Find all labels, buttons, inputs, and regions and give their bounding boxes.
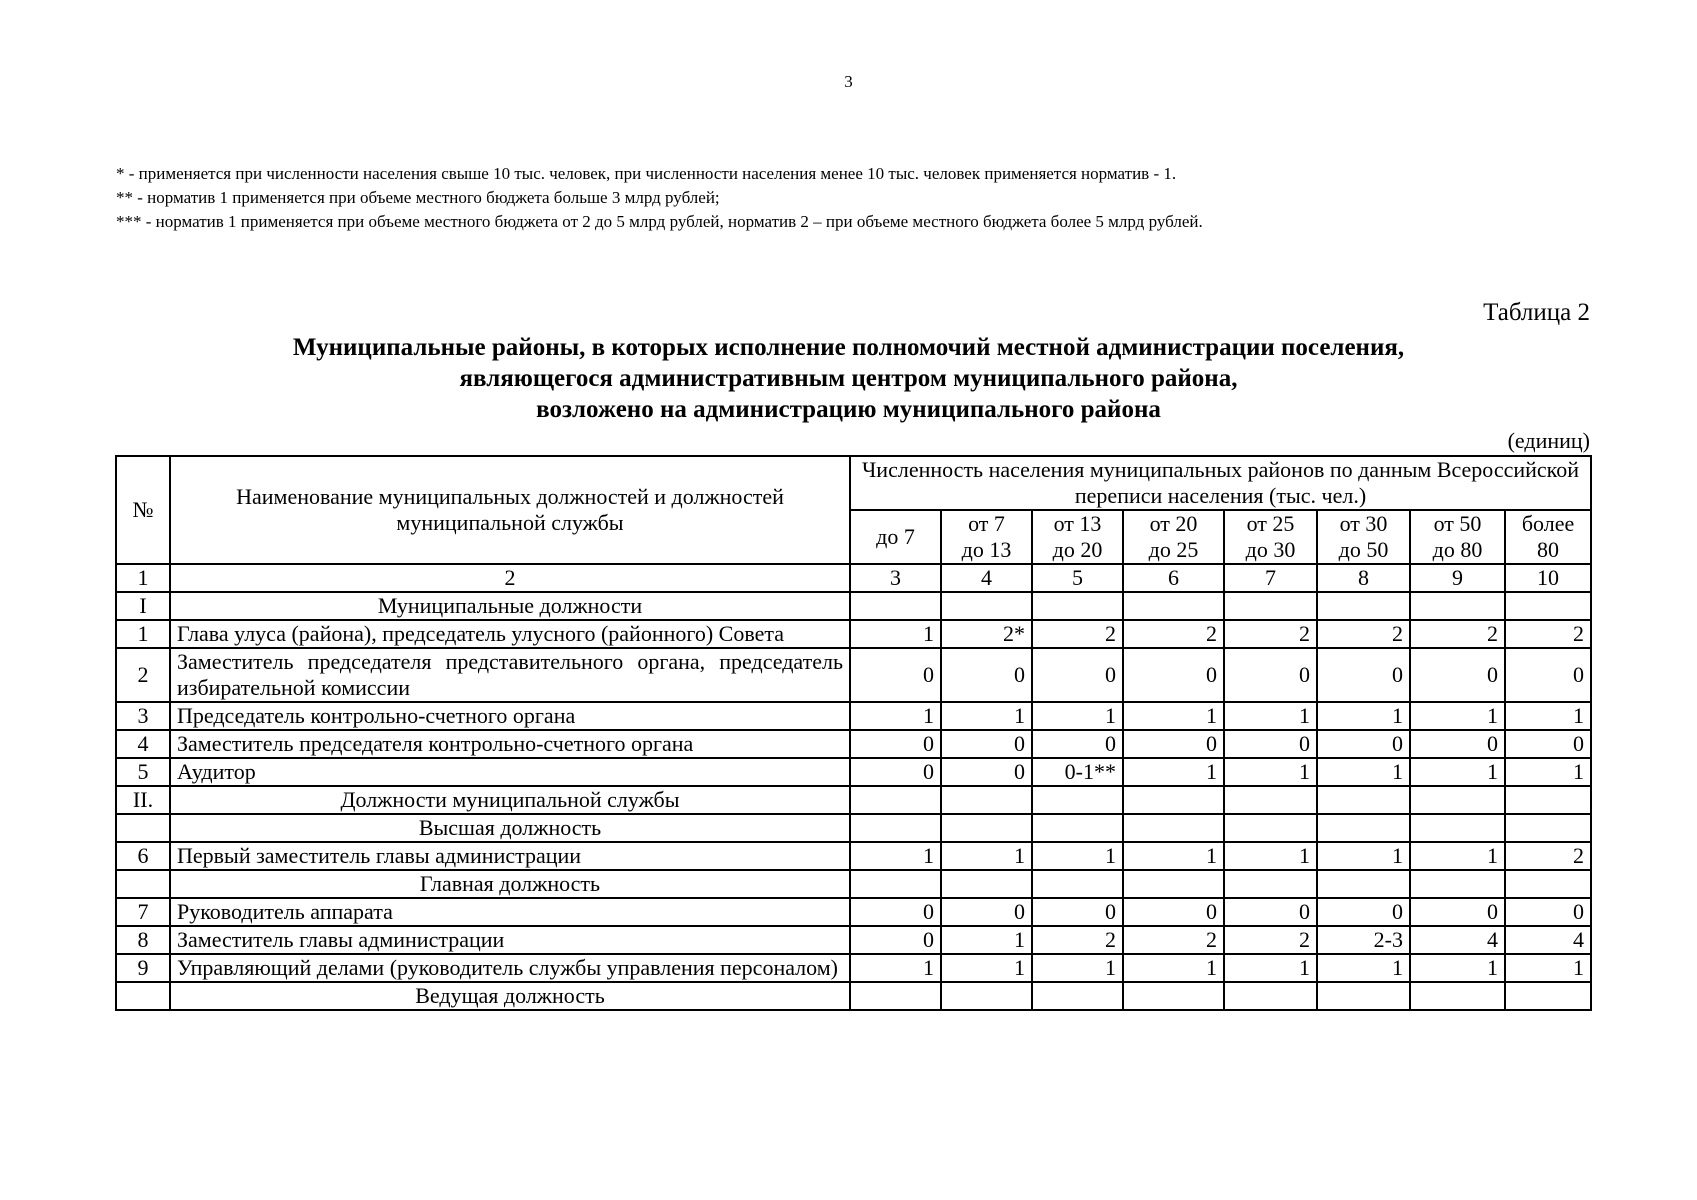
value-cell: 0 [941,758,1032,786]
column-number: 4 [941,564,1032,592]
section-title: Должности муниципальной службы [170,786,850,814]
value-cell: 1 [1317,954,1410,982]
column-header-line: от 25 [1246,511,1295,536]
empty-cell [850,982,941,1010]
row-index: 9 [116,954,170,982]
table-title-line-3: возложено на администрацию муниципального района [536,396,1161,423]
value-cell: 0 [850,730,941,758]
column-header [1123,510,1224,564]
value-cell: 2 [1123,620,1224,648]
row-index [116,982,170,1010]
column-header-line: более [1521,511,1575,536]
value-cell: 1 [1410,842,1505,870]
row-index [116,870,170,898]
table-row [116,954,1591,982]
value-cell: 0 [850,926,941,954]
empty-cell [1032,592,1123,620]
value-cell: 2 [1317,620,1410,648]
value-cell: 1 [850,842,941,870]
row-index: 4 [116,730,170,758]
value-cell: 0 [1032,730,1123,758]
value-cell: 1 [1123,842,1224,870]
value-cell: 1 [941,842,1032,870]
value-cell: 1 [850,954,941,982]
column-header-line: до 50 [1338,537,1389,562]
table-row [116,648,1591,702]
value-cell: 2 [1123,926,1224,954]
value-cell: 2 [1410,620,1505,648]
value-cell: 0 [1317,648,1410,702]
row-index: 6 [116,842,170,870]
value-cell: 0 [1123,898,1224,926]
row-index: 5 [116,758,170,786]
column-header [1410,510,1505,564]
value-cell: 2 [1505,842,1591,870]
empty-cell [1410,870,1505,898]
row-index: 3 [116,702,170,730]
value-cell: 2* [941,620,1032,648]
value-cell: 1 [941,926,1032,954]
empty-cell [850,814,941,842]
footnote-2: ** - норматив 1 применяется при объеме местного бюджета больше 3 млрд рублей; [116,188,720,207]
row-index: 8 [116,926,170,954]
row-index: 2 [116,648,170,702]
table-row [116,758,1591,786]
empty-cell [1505,592,1591,620]
row-index: 1 [116,620,170,648]
value-cell: 2 [1224,926,1317,954]
empty-cell [1123,786,1224,814]
value-cell: 4 [1410,926,1505,954]
column-header-line: до 20 [1052,537,1103,562]
value-cell: 0 [1317,730,1410,758]
value-cell: 0 [850,898,941,926]
column-header-line: от 30 [1339,511,1388,536]
empty-cell [941,814,1032,842]
empty-cell [1505,870,1591,898]
value-cell: 1 [1505,758,1591,786]
value-cell: 1 [1032,842,1123,870]
table-row [116,842,1591,870]
row-index [116,814,170,842]
position-name: Руководитель аппарата [170,898,850,926]
section-title: Главная должность [170,870,850,898]
header-num: № [116,456,170,564]
footnotes [116,162,1203,234]
table-row [116,926,1591,954]
empty-cell [941,982,1032,1010]
value-cell: 1 [1224,842,1317,870]
value-cell: 1 [850,702,941,730]
empty-cell [1505,814,1591,842]
column-header-line: 80 [1537,537,1560,562]
table-row [116,730,1591,758]
value-cell: 2-3 [1317,926,1410,954]
column-header-line: от 20 [1149,511,1198,536]
column-number: 3 [850,564,941,592]
header-name: Наименование муниципальных должностей и должностей муниципальной службы [170,456,850,564]
value-cell: 0 [1410,730,1505,758]
empty-cell [1317,982,1410,1010]
empty-cell [1123,870,1224,898]
column-number: 5 [1032,564,1123,592]
column-number: 9 [1410,564,1505,592]
value-cell: 1 [1123,758,1224,786]
value-cell: 0 [941,730,1032,758]
empty-cell [1224,814,1317,842]
column-number: 7 [1224,564,1317,592]
empty-cell [1410,814,1505,842]
empty-cell [850,592,941,620]
position-name: Заместитель председателя контрольно-счетного органа [170,730,850,758]
column-header [850,510,941,564]
value-cell: 1 [1410,954,1505,982]
empty-cell [1505,982,1591,1010]
value-cell: 0 [1032,898,1123,926]
footnote-3: *** - норматив 1 применяется при объеме местного бюджета от 2 до 5 млрд рублей, норматив 2 – при объеме местного бюджета более 5 млрд рублей. [116,212,1203,231]
value-cell: 1 [1224,758,1317,786]
empty-cell [941,870,1032,898]
empty-cell [1123,592,1224,620]
value-cell: 0 [1505,730,1591,758]
value-cell: 0 [1032,648,1123,702]
value-cell: 1 [1224,702,1317,730]
empty-cell [1032,814,1123,842]
column-header-line: от 13 [1053,511,1102,536]
value-cell: 0 [1410,648,1505,702]
value-cell: 0 [850,758,941,786]
footnote-1: * - применяется при численности населения свыше 10 тыс. человек, при численности населения менее 10 тыс. человек применяется норматив - 1. [116,164,1177,183]
value-cell: 0 [1505,648,1591,702]
column-number: 1 [116,564,170,592]
empty-cell [1317,592,1410,620]
column-header [1224,510,1317,564]
table-row [116,898,1591,926]
column-header [1505,510,1591,564]
position-name: Заместитель председателя представительного органа, председатель избирательной комиссии [170,648,850,702]
empty-cell [1224,870,1317,898]
column-number: 2 [170,564,850,592]
value-cell: 1 [1410,702,1505,730]
empty-cell [1410,786,1505,814]
empty-cell [850,870,941,898]
value-cell: 0 [1224,898,1317,926]
value-cell: 1 [1032,702,1123,730]
value-cell: 0 [1317,898,1410,926]
empty-cell [941,592,1032,620]
section-title: Муниципальные должности [170,592,850,620]
header-population: Численность населения муниципальных районов по данным Всероссийской переписи населения (тыс. чел.) [850,456,1591,510]
value-cell: 1 [1123,954,1224,982]
column-header [1032,510,1123,564]
page-number: 3 [844,72,853,91]
empty-cell [1317,814,1410,842]
value-cell: 1 [1032,954,1123,982]
value-cell: 1 [1505,954,1591,982]
position-name: Аудитор [170,758,850,786]
empty-cell [1032,870,1123,898]
empty-cell [1123,814,1224,842]
value-cell: 1 [1317,758,1410,786]
value-cell: 1 [1123,702,1224,730]
section-row [116,592,1591,620]
value-cell: 0 [941,898,1032,926]
column-header-line: до 13 [961,537,1012,562]
empty-cell [1123,982,1224,1010]
section-row [116,786,1591,814]
empty-cell [941,786,1032,814]
value-cell: 0 [1410,898,1505,926]
value-cell: 1 [1317,702,1410,730]
table-title-line-1: Муниципальные районы, в которых исполнение полномочий местной администрации поселения, [292,334,1405,361]
position-name: Первый заместитель главы администрации [170,842,850,870]
empty-cell [1224,982,1317,1010]
value-cell: 2 [1032,620,1123,648]
position-name: Заместитель главы администрации [170,926,850,954]
value-cell: 0 [1123,648,1224,702]
column-header-line: до 25 [1148,537,1199,562]
empty-cell [1224,786,1317,814]
value-cell: 2 [1032,926,1123,954]
value-cell: 0 [1123,730,1224,758]
value-cell: 1 [1224,954,1317,982]
table-row [116,702,1591,730]
value-cell: 4 [1505,926,1591,954]
column-number: 6 [1123,564,1224,592]
column-header-line: до 7 [876,524,915,549]
section-row [116,982,1591,1010]
empty-cell [1317,786,1410,814]
table-row [116,620,1591,648]
column-number: 10 [1505,564,1591,592]
column-header-line: до 80 [1432,537,1483,562]
empty-cell [1317,870,1410,898]
position-name: Председатель контрольно-счетного органа [170,702,850,730]
table-caption: Таблица 2 [1483,299,1590,326]
value-cell: 1 [941,702,1032,730]
units-label: (единиц) [1507,428,1590,453]
section-row [116,814,1591,842]
value-cell: 0 [850,648,941,702]
value-cell: 1 [850,620,941,648]
positions-table [115,455,1592,1011]
row-index: 7 [116,898,170,926]
value-cell: 1 [1410,758,1505,786]
value-cell: 1 [1505,702,1591,730]
empty-cell [1032,786,1123,814]
empty-cell [1224,592,1317,620]
section-title: Высшая должность [170,814,850,842]
column-header-line: до 30 [1245,537,1296,562]
empty-cell [1032,982,1123,1010]
table-title [0,332,1697,425]
row-index: I [116,592,170,620]
table-title-line-2: являющегося административным центром муниципального района, [459,365,1238,392]
column-header-line: от 50 [1433,511,1482,536]
value-cell: 0 [1224,648,1317,702]
section-title: Ведущая должность [170,982,850,1010]
column-header [1317,510,1410,564]
value-cell: 1 [941,954,1032,982]
section-row [116,870,1591,898]
position-name: Управляющий делами (руководитель службы управления персоналом) [170,954,850,982]
value-cell: 2 [1505,620,1591,648]
value-cell: 2 [1224,620,1317,648]
position-name: Глава улуса (района), председатель улусного (районного) Совета [170,620,850,648]
value-cell: 0 [941,648,1032,702]
empty-cell [1505,786,1591,814]
column-header [941,510,1032,564]
value-cell: 1 [1317,842,1410,870]
column-header-line: от 7 [968,511,1005,536]
empty-cell [1410,982,1505,1010]
row-index: II. [116,786,170,814]
value-cell: 0 [1224,730,1317,758]
column-number: 8 [1317,564,1410,592]
empty-cell [850,786,941,814]
value-cell: 0-1** [1032,758,1123,786]
value-cell: 0 [1505,898,1591,926]
empty-cell [1410,592,1505,620]
